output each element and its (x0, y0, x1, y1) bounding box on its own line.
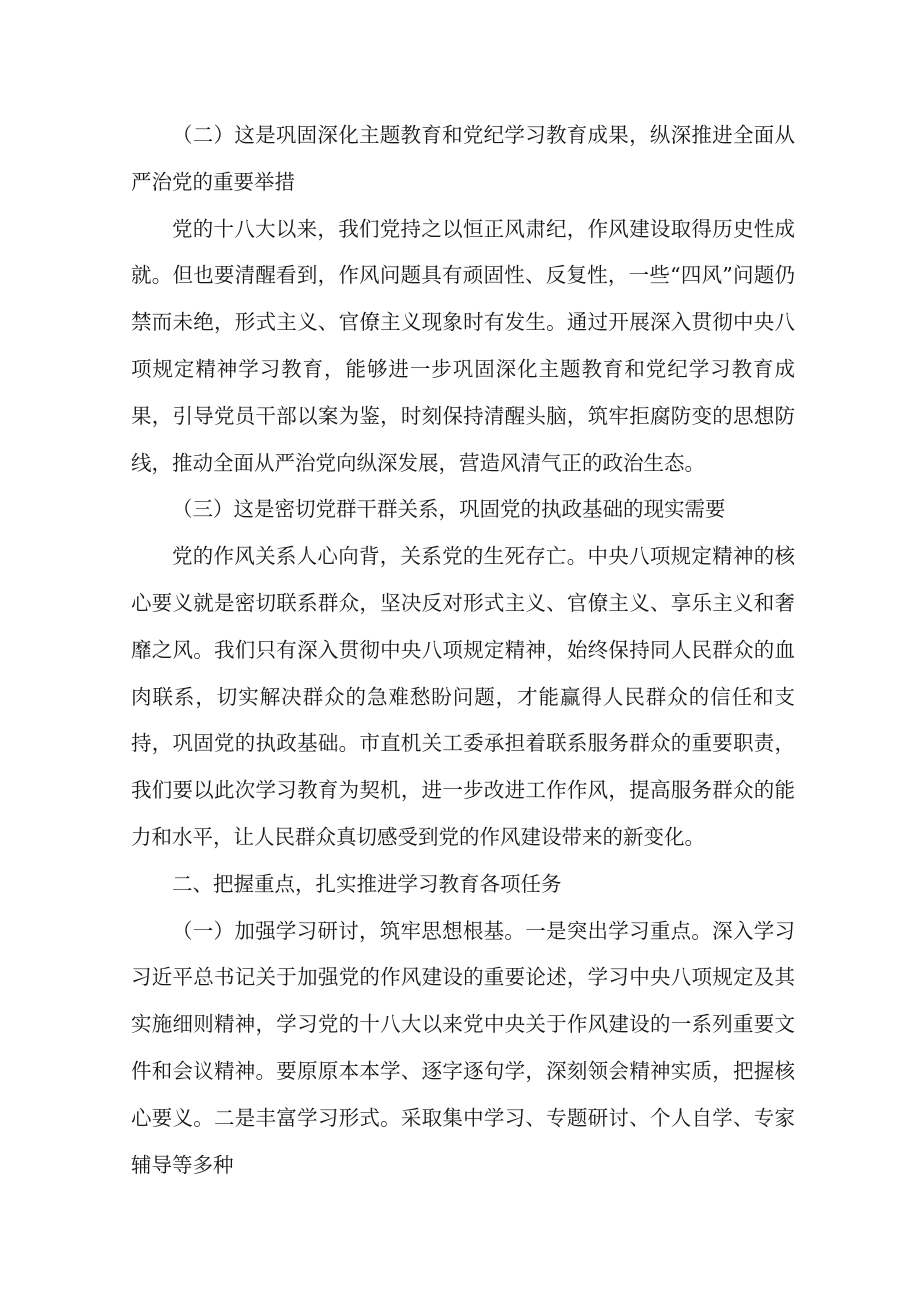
body-paragraph: （一）加强学习研讨，筑牢思想根基。一是突出学习重点。深入学习习近平总书记关于加强党的作风建设的重要论述，学习中央八项规定及其实施细则精神，学习党的十八大以来党中央关于作风建设的一系列重要文件和会议精神。要原原本本学、逐字逐句学，深刻领会精神实质，把握核心要义。二是丰富学习形式。采取集中学习、专题研讨、个人自学、专家辅导等多种 (131, 918, 795, 1177)
section-heading-2: （二）这是巩固深化主题教育和党纪学习教育成果，纵深推进全面从严治党的重要举措 (131, 123, 795, 194)
chapter-heading: 二、把握重点，扎实推进学习教育各项任务 (172, 871, 562, 896)
section-heading-3: （三）这是密切党群干群关系，巩固党的执政基础的现实需要 (172, 497, 726, 522)
body-paragraph: 党的十八大以来，我们党持之以恒正风肃纪，作风建设取得历史性成就。但也要清醒看到，作风问题具有顽固性、反复性，一些“四风”问题仍禁而未绝，形式主义、官僚主义现象时有发生。通过开展深入贯彻中央八项规定精神学习教育，能够进一步巩固深化主题教育和党纪学习教育成果，引导党员干部以案为鉴，时刻保持清醒头脑，筑牢拒腐防变的思想防线，推动全面从严治党向纵深发展，营造风清气正的政治生态。 (131, 216, 795, 475)
document-body (131, 112, 795, 1188)
body-paragraph: 党的作风关系人心向背，关系党的生死存亡。中央八项规定精神的核心要义就是密切联系群众，坚决反对形式主义、官僚主义、享乐主义和奢靡之风。我们只有深入贯彻中央八项规定精神，始终保持同人民群众的血肉联系，切实解决群众的急难愁盼问题，才能赢得人民群众的信任和支持，巩固党的执政基础。市直机关工委承担着联系服务群众的重要职责，我们要以此次学习教育为契机，进一步改进工作作风，提高服务群众的能力和水平，让人民群众真切感受到党的作风建设带来的新变化。 (131, 544, 795, 849)
